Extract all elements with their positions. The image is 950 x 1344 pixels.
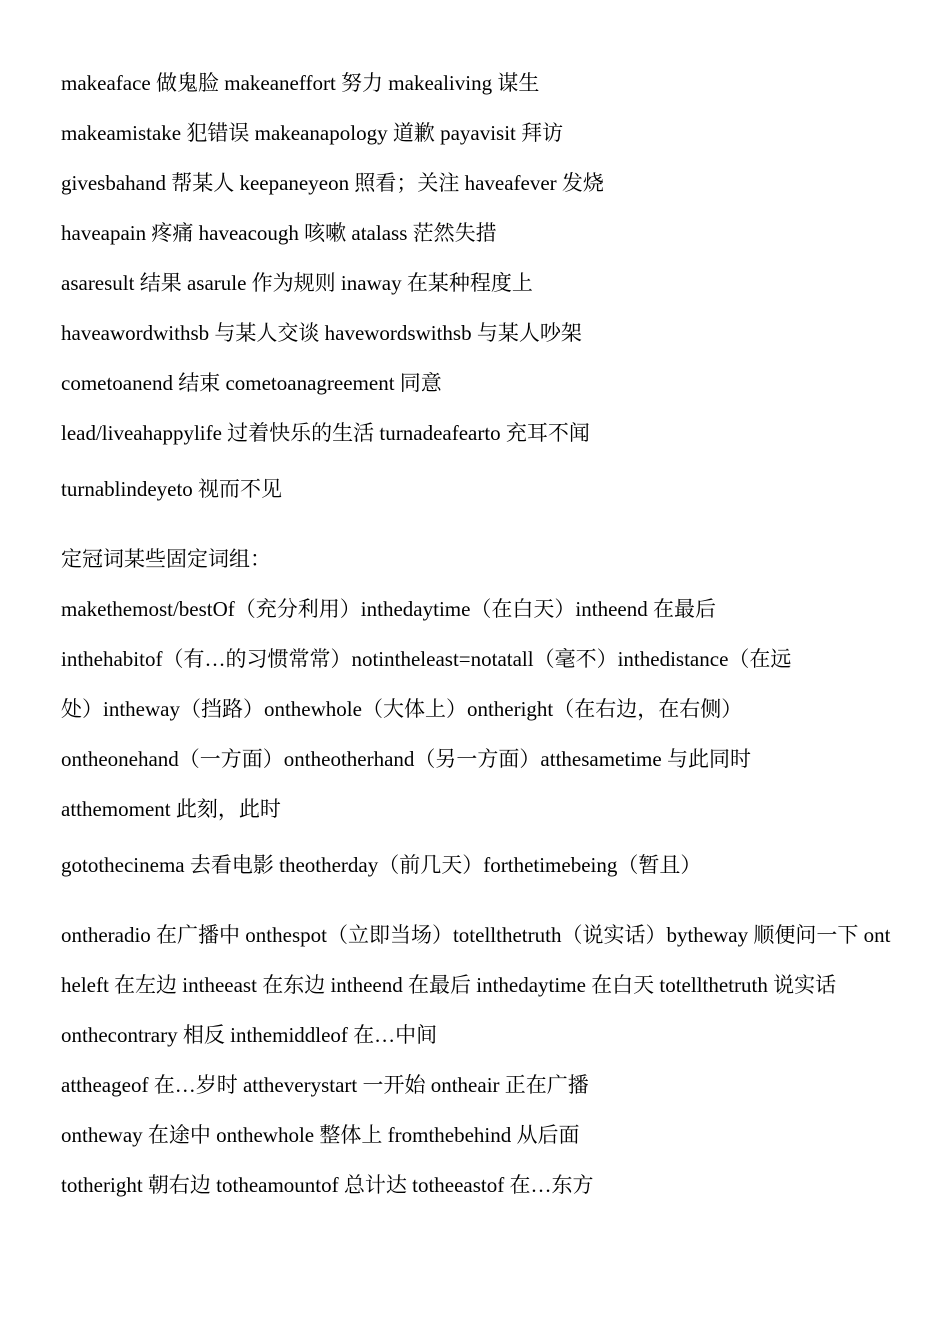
phrase-line: turnablindeyeto 视而不见 <box>61 477 283 501</box>
phrase-line: ontheway 在途中 onthewhole 整体上 fromthebehind 从后面 <box>61 1123 580 1147</box>
phrase-line: makeamistake 犯错误 makeanapology 道歉 payavisit 拜访 <box>61 121 564 145</box>
phrase-line: cometoanend 结束 cometoanagreement 同意 <box>61 371 442 395</box>
phrase-line: haveapain 疼痛 haveacough 咳嗽 atalass 茫然失措 <box>61 221 497 245</box>
phrase-line: makeaface 做鬼脸 makeaneffort 努力 makealiving 谋生 <box>61 71 540 95</box>
phrase-line: gotothecinema 去看电影 theotherday（前几天）forthetimebeing（暂且） <box>61 853 702 877</box>
phrase-line: totheright 朝右边 totheamountof 总计达 totheeastof 在…东方 <box>61 1173 594 1197</box>
phrase-line: inthehabitof（有…的习惯常常）notintheleast=notatall（毫不）inthedistance（在远 <box>61 647 792 671</box>
phrase-list-common <box>61 58 891 514</box>
phrase-line: 处）intheway（挡路）onthewhole（大体上）ontheright（在右边，在右侧） <box>61 697 743 721</box>
phrase-line: onthecontrary 相反 inthemiddleof 在…中间 <box>61 1023 438 1047</box>
phrase-line: haveawordwithsb 与某人交谈 havewordswithsb 与某人吵架 <box>61 321 582 345</box>
phrase-list-more <box>61 1010 891 1210</box>
phrase-list-article <box>61 584 891 890</box>
phrase-line: lead/liveahappylife 过着快乐的生活 turnadeafearto 充耳不闻 <box>61 421 590 445</box>
phrase-line: givesbahand 帮某人 keepaneyeon 照看；关注 haveafever 发烧 <box>61 171 604 195</box>
phrase-paragraph: ontheradio 在广播中 onthespot（立即当场）totellthetruth（说实话）bytheway 顺便问一下 ontheleft 在左边 intheeast 在东边 intheend 在最后 inthedaytime 在白天 totellthetruth 说实话 <box>61 923 891 997</box>
section-heading: 定冠词某些固定词组： <box>61 547 271 571</box>
phrase-line: atthemoment 此刻，此时 <box>61 797 281 821</box>
phrase-line: asaresult 结果 asarule 作为规则 inaway 在某种程度上 <box>61 271 533 295</box>
document-page <box>61 58 891 1210</box>
phrase-line: makethemost/bestOf（充分利用）inthedaytime（在白天）intheend 在最后 <box>61 597 716 621</box>
phrase-line: ontheonehand（一方面）ontheotherhand（另一方面）atthesametime 与此同时 <box>61 747 751 771</box>
phrase-line: attheageof 在…岁时 attheverystart 一开始 ontheair 正在广播 <box>61 1073 589 1097</box>
